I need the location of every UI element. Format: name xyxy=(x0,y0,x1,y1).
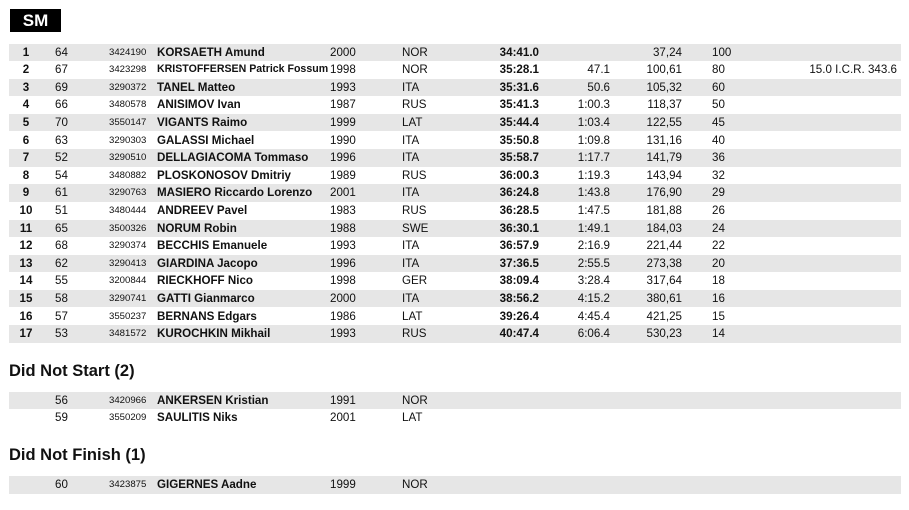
athlete-name-cell: PLOSKONOSOV Dmitriy xyxy=(157,168,291,182)
result-row xyxy=(9,79,901,97)
fis-points-cell: 176,90 xyxy=(646,186,682,200)
rank-cell: 12 xyxy=(19,239,33,253)
athlete-name-cell: TANEL Matteo xyxy=(157,80,236,94)
birth-year-cell: 1996 xyxy=(330,151,356,165)
nation-cell: NOR xyxy=(402,393,428,407)
rank-cell: 15 xyxy=(19,291,33,305)
time-behind-cell: 1:47.5 xyxy=(577,203,610,217)
result-row xyxy=(9,308,901,326)
dnf-section-title: Did Not Finish (1) xyxy=(9,446,146,464)
cup-points-cell: 16 xyxy=(712,291,725,305)
time-behind-cell: 4:15.2 xyxy=(577,291,610,305)
birth-year-cell: 1987 xyxy=(330,98,356,112)
athlete-name-cell: VIGANTS Raimo xyxy=(157,115,248,129)
result-row xyxy=(9,149,901,167)
fis-points-cell: 37,24 xyxy=(652,45,682,59)
birth-year-cell: 1993 xyxy=(330,327,356,341)
fis-points-cell: 421,25 xyxy=(646,309,682,323)
cup-points-cell: 29 xyxy=(712,186,725,200)
cup-points-cell: 100 xyxy=(712,45,732,59)
time-cell: 35:28.1 xyxy=(499,63,539,77)
rank-cell: 13 xyxy=(19,256,33,270)
fis-points-cell: 118,37 xyxy=(647,98,682,112)
bib-cell: 64 xyxy=(55,45,68,59)
fis-code-cell: 3481572 xyxy=(109,328,147,340)
fis-code-cell: 3550237 xyxy=(109,310,147,322)
fis-points-cell: 143,94 xyxy=(646,168,682,182)
fis-points-cell: 122,55 xyxy=(646,115,682,129)
birth-year-cell: 1999 xyxy=(330,115,356,129)
nation-cell: RUS xyxy=(402,327,427,341)
time-behind-cell: 6:06.4 xyxy=(577,327,610,341)
rank-cell: 11 xyxy=(19,221,33,235)
fis-points-cell: 105,32 xyxy=(646,80,682,94)
fis-points-cell: 141,79 xyxy=(646,151,682,165)
bib-cell: 57 xyxy=(55,309,68,323)
birth-year-cell: 2000 xyxy=(330,45,356,59)
bib-cell: 59 xyxy=(55,411,68,425)
time-cell: 36:24.8 xyxy=(499,186,539,200)
bib-cell: 53 xyxy=(55,327,68,341)
nation-cell: ITA xyxy=(402,151,420,165)
birth-year-cell: 1998 xyxy=(330,63,356,77)
birth-year-cell: 2000 xyxy=(330,291,356,305)
cup-points-cell: 18 xyxy=(712,274,725,288)
result-row xyxy=(9,132,901,150)
time-behind-cell: 1:03.4 xyxy=(577,115,610,129)
time-cell: 37:36.5 xyxy=(499,256,539,270)
fis-code-cell: 3420966 xyxy=(109,394,147,406)
birth-year-cell: 1998 xyxy=(330,274,356,288)
rank-cell: 5 xyxy=(22,115,30,129)
fis-code-cell: 3423298 xyxy=(109,64,147,76)
time-cell: 40:47.4 xyxy=(499,327,539,341)
bib-cell: 51 xyxy=(55,203,68,217)
rank-cell: 4 xyxy=(22,98,30,112)
time-behind-cell: 3:28.4 xyxy=(577,274,610,288)
time-behind-cell: 2:16.9 xyxy=(577,239,610,253)
birth-year-cell: 1990 xyxy=(330,133,356,147)
rank-cell: 6 xyxy=(22,133,30,147)
fis-code-cell: 3290413 xyxy=(109,257,147,269)
fis-code-cell: 3290510 xyxy=(109,152,147,164)
fis-code-cell: 3423875 xyxy=(109,479,147,490)
fis-code-cell: 3200844 xyxy=(109,275,147,287)
rank-cell: 7 xyxy=(22,151,30,165)
rank-cell: 14 xyxy=(19,274,33,288)
time-behind-cell: 47.1 xyxy=(587,63,610,77)
result-row xyxy=(9,44,901,62)
time-cell: 38:09.4 xyxy=(499,274,539,288)
cup-points-cell: 36 xyxy=(712,151,725,165)
birth-year-cell: 2001 xyxy=(330,186,356,200)
time-behind-cell: 4:45.4 xyxy=(577,309,610,323)
fis-points-cell: 131,16 xyxy=(646,133,682,147)
fis-points-cell: 100,61 xyxy=(646,63,682,77)
nation-cell: ITA xyxy=(402,239,420,253)
cup-points-cell: 26 xyxy=(712,203,725,217)
athlete-name-cell: KORSAETH Amund xyxy=(157,45,265,59)
athlete-name-cell: ANISIMOV Ivan xyxy=(157,98,241,112)
fis-code-cell: 3480444 xyxy=(109,204,147,216)
result-row xyxy=(9,290,901,308)
bib-cell: 58 xyxy=(55,291,68,305)
result-row xyxy=(9,220,901,238)
dnf-row xyxy=(9,476,901,494)
time-cell: 36:28.5 xyxy=(499,203,539,217)
time-behind-cell: 50.6 xyxy=(587,80,610,94)
cup-points-cell: 45 xyxy=(712,115,725,129)
fis-code-cell: 3290303 xyxy=(109,134,147,146)
time-cell: 36:57.9 xyxy=(499,239,539,253)
time-cell: 38:56.2 xyxy=(499,291,539,305)
athlete-name-cell: KUROCHKIN Mikhail xyxy=(157,327,271,341)
time-behind-cell: 1:19.3 xyxy=(577,168,610,182)
birth-year-cell: 1996 xyxy=(330,256,356,270)
category-badge: SM xyxy=(10,9,61,32)
fis-code-cell: 3480882 xyxy=(109,169,147,181)
rank-cell: 3 xyxy=(22,80,30,94)
fis-code-cell: 3500326 xyxy=(109,222,147,234)
athlete-name-cell: RIECKHOFF Nico xyxy=(157,274,253,288)
nation-cell: RUS xyxy=(402,98,427,112)
time-behind-cell: 2:55.5 xyxy=(577,256,610,270)
time-behind-cell: 1:49.1 xyxy=(577,221,610,235)
nation-cell: GER xyxy=(402,274,428,288)
birth-year-cell: 1993 xyxy=(330,239,356,253)
bib-cell: 69 xyxy=(55,80,68,94)
bib-cell: 65 xyxy=(55,221,68,235)
rank-cell: 2 xyxy=(22,63,30,77)
rank-cell: 16 xyxy=(19,309,33,323)
athlete-name-cell: DELLAGIACOMA Tommaso xyxy=(157,151,309,165)
nation-cell: ITA xyxy=(402,186,420,200)
athlete-name-cell: NORUM Robin xyxy=(157,221,237,235)
athlete-name-cell: GALASSI Michael xyxy=(157,133,255,147)
bib-cell: 54 xyxy=(55,168,68,182)
cup-points-cell: 20 xyxy=(712,256,725,270)
nation-cell: SWE xyxy=(402,221,429,235)
birth-year-cell: 2001 xyxy=(330,411,356,425)
bib-cell: 63 xyxy=(55,133,68,147)
nation-cell: ITA xyxy=(402,80,420,94)
cup-points-cell: 60 xyxy=(712,80,725,94)
athlete-name-cell: ANDREEV Pavel xyxy=(157,203,248,217)
bib-cell: 55 xyxy=(55,274,68,288)
bib-cell: 61 xyxy=(55,186,68,200)
rank-cell: 10 xyxy=(19,203,33,217)
birth-year-cell: 1993 xyxy=(330,80,356,94)
bib-cell: 62 xyxy=(55,256,68,270)
fis-points-cell: 317,64 xyxy=(646,274,682,288)
bib-cell: 67 xyxy=(55,63,68,77)
fis-code-cell: 3480578 xyxy=(109,99,147,111)
time-cell: 39:26.4 xyxy=(499,309,539,323)
athlete-name-cell: GATTI Gianmarco xyxy=(157,291,255,305)
nation-cell: NOR xyxy=(402,63,428,77)
birth-year-cell: 1991 xyxy=(330,393,356,407)
athlete-name-cell: ANKERSEN Kristian xyxy=(157,393,269,407)
dns-section-title: Did Not Start (2) xyxy=(9,362,135,380)
cup-points-cell: 14 xyxy=(712,327,725,341)
birth-year-cell: 1989 xyxy=(330,168,356,182)
birth-year-cell: 1983 xyxy=(330,203,356,217)
fis-code-cell: 3290741 xyxy=(109,292,147,304)
result-row xyxy=(9,96,901,114)
result-row xyxy=(9,237,901,255)
fis-code-cell: 3290763 xyxy=(109,187,147,199)
fis-points-cell: 181,88 xyxy=(646,203,682,217)
athlete-name-cell: SAULITIS Niks xyxy=(157,411,238,425)
bib-cell: 60 xyxy=(55,478,68,491)
fis-points-cell: 184,03 xyxy=(646,221,682,235)
nation-cell: ITA xyxy=(402,256,420,270)
time-cell: 35:44.4 xyxy=(499,115,539,129)
time-behind-cell: 1:17.7 xyxy=(577,151,610,165)
dns-row xyxy=(9,409,901,427)
result-row xyxy=(9,202,901,220)
time-behind-cell: 1:00.3 xyxy=(577,98,610,112)
cup-points-cell: 80 xyxy=(712,63,725,77)
bib-cell: 70 xyxy=(55,115,68,129)
time-behind-cell: 1:43.8 xyxy=(577,186,610,200)
nation-cell: RUS xyxy=(402,168,427,182)
fis-points-cell: 380,61 xyxy=(646,291,682,305)
bib-cell: 66 xyxy=(55,98,68,112)
birth-year-cell: 1986 xyxy=(330,309,356,323)
result-row xyxy=(9,184,901,202)
fis-code-cell: 3550147 xyxy=(109,116,147,128)
fis-code-cell: 3290374 xyxy=(109,240,147,252)
athlete-name-cell: BERNANS Edgars xyxy=(157,309,257,323)
nation-cell: LAT xyxy=(402,115,423,129)
time-cell: 36:00.3 xyxy=(499,168,539,182)
result-row xyxy=(9,61,901,79)
birth-year-cell: 1988 xyxy=(330,221,356,235)
fis-code-cell: 3550209 xyxy=(109,412,147,424)
result-row xyxy=(9,272,901,290)
time-cell: 34:41.0 xyxy=(499,45,539,59)
fis-code-cell: 3424190 xyxy=(109,46,147,58)
bib-cell: 52 xyxy=(55,151,68,165)
athlete-name-cell: MASIERO Riccardo Lorenzo xyxy=(157,186,313,200)
cup-points-cell: 32 xyxy=(712,168,725,182)
cup-points-cell: 50 xyxy=(712,98,725,112)
penalty-note-cell: 15.0 I.C.R. 343.6 xyxy=(809,63,897,77)
athlete-name-cell: KRISTOFFERSEN Patrick Fossum xyxy=(157,63,329,76)
rank-cell: 17 xyxy=(19,327,33,341)
time-cell: 35:41.3 xyxy=(499,98,539,112)
fis-points-cell: 530,23 xyxy=(646,327,682,341)
result-row xyxy=(9,167,901,185)
time-behind-cell: 1:09.8 xyxy=(577,133,610,147)
dns-row xyxy=(9,392,901,410)
athlete-name-cell: GIARDINA Jacopo xyxy=(157,256,258,270)
nation-cell: NOR xyxy=(402,45,428,59)
result-row xyxy=(9,325,901,343)
bib-cell: 56 xyxy=(55,393,68,407)
rank-cell: 1 xyxy=(22,45,30,59)
nation-cell: ITA xyxy=(402,133,420,147)
bib-cell: 68 xyxy=(55,239,68,253)
time-cell: 35:58.7 xyxy=(499,151,539,165)
fis-points-cell: 221,44 xyxy=(646,239,682,253)
fis-points-cell: 273,38 xyxy=(646,256,682,270)
nation-cell: NOR xyxy=(402,478,428,491)
result-row xyxy=(9,255,901,273)
cup-points-cell: 15 xyxy=(712,309,725,323)
birth-year-cell: 1999 xyxy=(330,478,356,491)
athlete-name-cell: BECCHIS Emanuele xyxy=(157,239,268,253)
cup-points-cell: 24 xyxy=(712,221,725,235)
fis-code-cell: 3290372 xyxy=(109,81,147,93)
time-cell: 36:30.1 xyxy=(499,221,539,235)
athlete-name-cell: GIGERNES Aadne xyxy=(157,478,257,491)
rank-cell: 8 xyxy=(22,168,30,182)
nation-cell: ITA xyxy=(402,291,420,305)
time-cell: 35:50.8 xyxy=(499,133,539,147)
nation-cell: LAT xyxy=(402,411,423,425)
cup-points-cell: 22 xyxy=(712,239,725,253)
cup-points-cell: 40 xyxy=(712,133,725,147)
result-row xyxy=(9,114,901,132)
rank-cell: 9 xyxy=(22,186,30,200)
nation-cell: RUS xyxy=(402,203,427,217)
time-cell: 35:31.6 xyxy=(499,80,539,94)
nation-cell: LAT xyxy=(402,309,423,323)
